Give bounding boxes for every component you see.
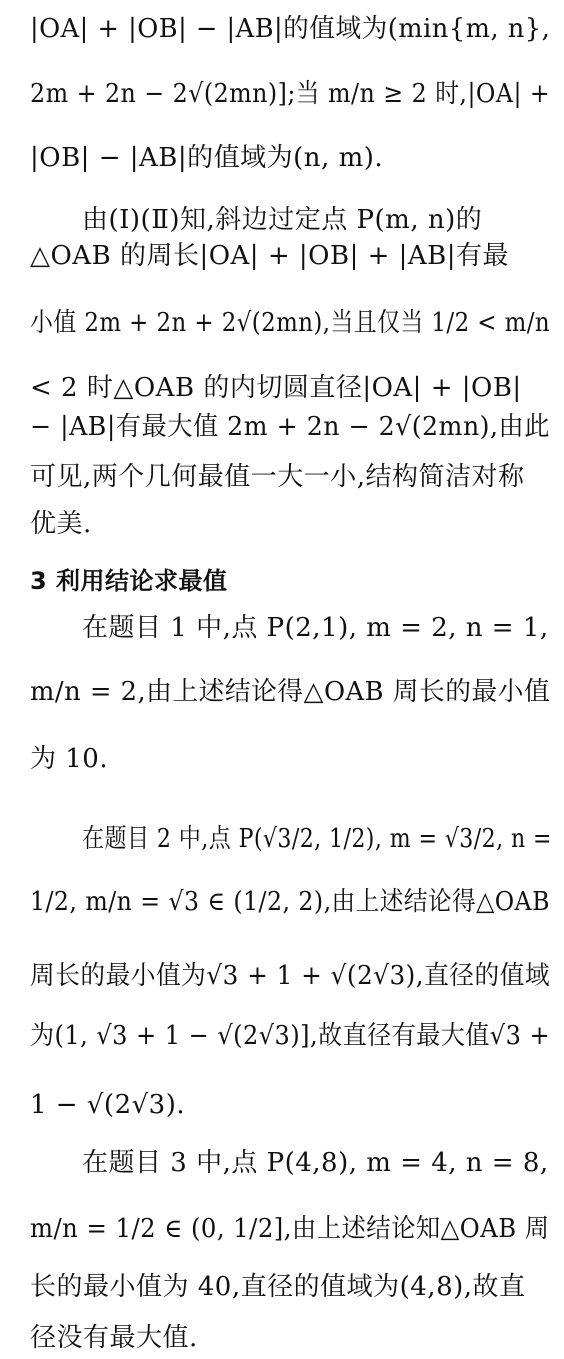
text-line-9: 可见,两个几何最值一大一小,结构简洁对称 (30, 462, 525, 492)
text-line-2: 2m + 2n − 2√(2mn)];当 m/n ≥ 2 时,|OA| + (30, 79, 551, 109)
text-line-16: 1/2, m/n = √3 ∈ (1/2, 2),由上述结论得△OAB (30, 887, 550, 917)
text-line-12: 在题目 1 中,点 P(2,1), m = 2, n = 1, (82, 613, 549, 643)
text-line-8: − |AB|有最大值 2m + 2n − 2√(2mn),由此 (30, 412, 550, 442)
text-line-17: 周长的最小值为√3 + 1 + √(2√3),直径的值域 (30, 961, 551, 991)
text-line-1: |OA| + |OB| − |AB|的值域为(min{m, n}, (30, 14, 551, 44)
text-line-6: 小值 2m + 2n + 2√(2mn),当且仅当 1/2 < m/n (30, 308, 551, 338)
text-line-3: |OB| − |AB|的值域为(n, m). (30, 143, 384, 173)
text-line-21: m/n = 1/2 ∈ (0, 1/2],由上述结论知△OAB 周 (30, 1214, 550, 1244)
text-line-20: 在题目 3 中,点 P(4,8), m = 4, n = 8, (82, 1148, 549, 1178)
text-line-19: 1 − √(2√3). (30, 1090, 186, 1120)
text-line-5: △OAB 的周长|OA| + |OB| + |AB|有最 (30, 241, 510, 271)
text-line-18: 为(1, √3 + 1 − √(2√3)],故直径有最大值√3 + (30, 1021, 551, 1051)
text-line-7: < 2 时△OAB 的内切圆直径|OA| + |OB| (30, 373, 522, 403)
text-line-23: 径没有最大值. (30, 1323, 198, 1353)
section-heading: 3 利用结论求最值 (30, 567, 228, 595)
text-line-22: 长的最小值为 40,直径的值域为(4,8),故直 (30, 1272, 526, 1302)
text-line-13: m/n = 2,由上述结论得△OAB 周长的最小值 (30, 677, 551, 707)
text-line-10: 优美. (30, 509, 92, 539)
text-line-4: 由(Ⅰ)(Ⅱ)知,斜边过定点 P(m, n)的 (82, 205, 483, 235)
text-line-15: 在题目 2 中,点 P(√3/2, 1/2), m = √3/2, n = (82, 824, 552, 854)
text-line-14: 为 10. (30, 744, 109, 774)
